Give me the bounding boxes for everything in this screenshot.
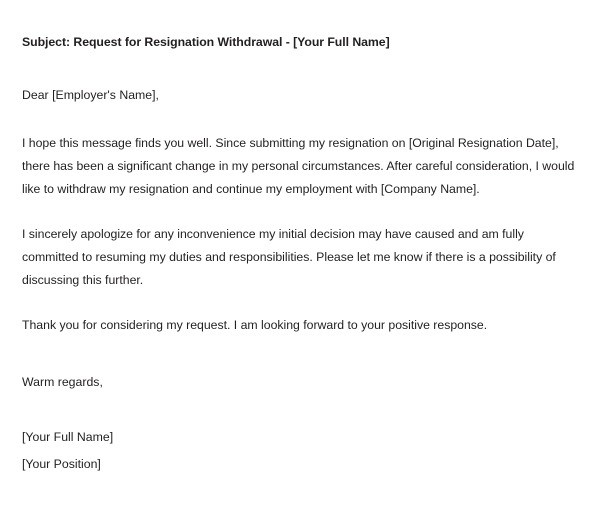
subject-line: Subject: Request for Resignation Withdrawal - [Your Full Name] [22,35,390,49]
salutation: Dear [Employer's Name], [22,88,159,102]
letter-body [22,0,580,472]
body-paragraph-1: I hope this message finds you well. Since submitting my resignation on [Original Resignation Date], there has been a significant change in my personal circumstances. After careful consideration, I would like to withdraw my resignation and continue my employment with [Company Name]. [22,136,575,197]
closing-line: Warm regards, [22,375,103,390]
signature-name: [Your Full Name] [22,430,114,445]
body-paragraph-3: Thank you for considering my request. I am looking forward to your positive response. [22,318,488,333]
body-paragraph-2: I sincerely apologize for any inconvenience my initial decision may have caused and am fully committed to resuming my duties and responsibilities. Please let me know if there is a possibility of discussing this further. [22,226,556,288]
signature-position: [Your Position] [22,457,101,472]
